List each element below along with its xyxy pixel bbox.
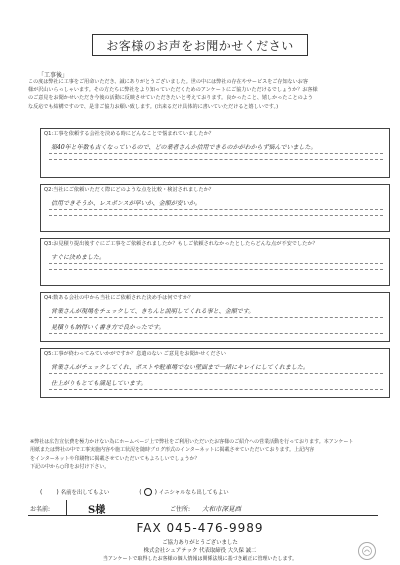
section-tag: 「工事後」 [38,72,69,79]
answer-line[interactable]: 営業さんが現場をチェックして、きちんと説明してくれる事と、金額です。 [49,307,383,318]
answer-line[interactable]: すぐに決めました。 [49,253,383,264]
question-text: Q2:当社にご依頼いただく際にどのような点を比較・検討されましたか？ [44,187,214,193]
company-name: 株式会社シェアテック 代表取締役 大久保 誠二 [143,548,257,554]
question-text: Q4:数ある会社の中から当社にご依頼された決め手は何ですか？ [44,295,194,301]
question-block-4 [40,292,390,342]
intro-line: のご意見をお聞かせいただき今後の活動に反映させていただきたいと考えております。良かったこと、嬉しかったことのよう [28,95,313,102]
answer-line[interactable]: 築40年と年数も古くなっているので、どの業者さんか信用できるのかがわからず悩んでいました。 [49,143,383,154]
question-block-2 [40,184,390,232]
question-text: Q3:お見積り提出後すぐにご工事をご依頼されましたか？もしご依頼されなかったとしたらどんな点が不安でしたか？ [44,241,318,247]
fax-number: FAX 045-476-9989 [136,521,264,535]
footer-line: ※弊社は広告宣伝費を極力かけない為にホームページ上で弊社をご利用いただいたお客様のご紹介への営業活動を行っております。本アンケート [30,439,354,445]
close-paren: ) [56,488,59,496]
intro-line: な反応でも結構ですので、是非ご協力お願い致します。(出来るだけ具体的に書いていただけると嬉しいです。) [28,103,279,110]
consent-option-label: 名前を出してもよい [60,490,110,496]
address-label: ご住所: [170,506,191,513]
consent-options [40,488,229,496]
consent-option-initial[interactable] [139,488,228,496]
question-block-5 [40,348,390,398]
name-address-row [28,500,378,516]
question-text: Q5:工事が終わってみていかがですか？息遣のない ご意見をお聞かせください [44,351,226,357]
question-block-3 [40,238,390,286]
footer-line: 用紙または弊社の中で工事実施内容や施工状況を随時ブログ形式のインターネットに掲載させていただいております。上記内容 [30,447,315,454]
stamp-glyph-icon [361,545,373,557]
page-title: お客様のお声をお聞かせください [92,34,308,56]
footer-note [30,438,380,471]
privacy-note: 当アンケートで取得したお客様の個人情報は関係法規に基づき厳正に管理いたします。 [102,556,298,562]
circle-mark-icon [144,488,152,496]
close-paren: ) [154,488,157,496]
answer-line-blank[interactable] [49,159,383,160]
open-paren: ( [40,488,43,496]
intro-line: 様が沢山いらっしゃいます。その方たちに弊社をより知っていただくためのアンケートにご協力いただけるでしょうか？お客様 [28,87,318,94]
name-value[interactable]: S様 [88,505,106,516]
question-block-1 [40,128,390,178]
footer-line: をインターネットや印刷物に掲載させていただいてもよろしいでしょうか？ [30,455,200,462]
question-text: Q1:工事を依頼する会社を決める時にどんなことで悩まれていましたか？ [44,131,214,137]
intro-text [28,78,378,120]
address-value[interactable]: 大和市深見西 [202,505,241,513]
intro-line: この度は弊社に工事をご用命いただき、誠にありがとうございました。世の中には弊社の存在やサービスをご存知ないお客 [28,79,308,85]
thanks-text: ご協力ありがとうございました [162,540,238,546]
answer-line-blank[interactable] [49,269,383,270]
answer-line[interactable]: 見積りも納得いく書き方で良かったです。 [49,323,383,334]
answer-line[interactable]: 営業さんがチェックしてくれ、ポストや駐車場でない壁面まで一緒にキレイにしてくれました。 [49,363,383,374]
consent-option-name[interactable] [40,488,109,496]
open-paren: ( [139,488,142,496]
name-label: お名前: [30,506,51,513]
stamp-icon [358,542,376,560]
answer-line[interactable]: 仕上がりもとても満足しています。 [49,379,383,390]
footer-line: 下記の中から○印をお付け下さい。 [30,463,110,470]
divider [66,500,67,516]
answer-line-blank[interactable] [49,215,383,216]
consent-option-label: イニシャルなら出してもよい [158,490,229,496]
answer-line[interactable]: 信用できそうか、レスポンスが早いか、金額が安いか。 [49,199,383,210]
